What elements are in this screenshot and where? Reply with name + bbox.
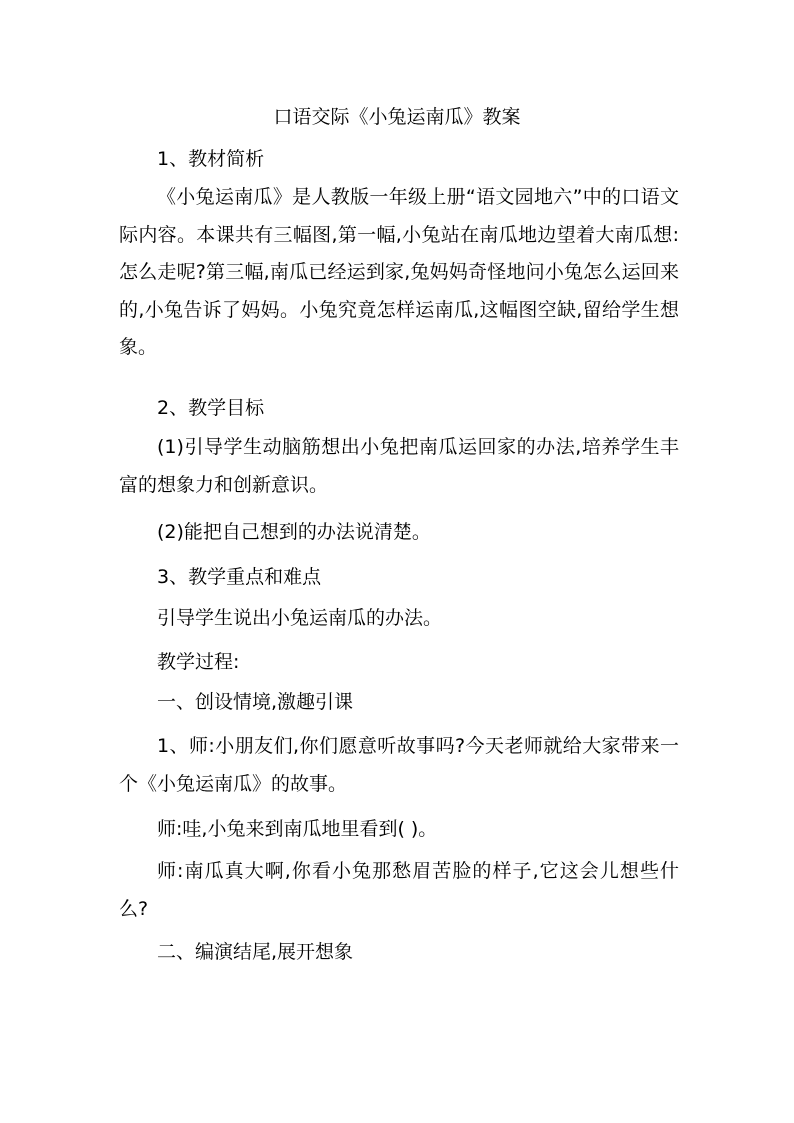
document-title: 口语交际《小兔运南瓜》教案 xyxy=(273,106,521,128)
section-heading-part-two: 二、编演结尾,展开想象 xyxy=(157,941,354,963)
section-heading-teaching-process: 教学过程: xyxy=(157,651,240,673)
paragraph-teacher-question: 师:南瓜真大啊,你看小兔那愁眉苦脸的样子,它这会儿想些什么? xyxy=(119,860,679,920)
section-heading-part-one: 一、创设情境,激趣引课 xyxy=(157,691,354,713)
paragraph-teacher-intro: 1、师:小朋友们,你们愿意听故事吗?今天老师就给大家带来一个《小兔运南瓜》的故事。 xyxy=(119,735,679,795)
paragraph-goal-2: (2)能把自己想到的办法说清楚。 xyxy=(157,521,431,543)
paragraph-key-points: 引导学生说出小兔运南瓜的办法。 xyxy=(157,607,443,629)
section-heading-teaching-goals: 2、教学目标 xyxy=(157,397,265,419)
section-heading-key-points: 3、教学重点和难点 xyxy=(157,566,322,588)
section-heading-textbook-analysis: 1、教材简析 xyxy=(157,148,265,170)
paragraph-goal-1: (1)引导学生动脑筋想出小兔把南瓜运回家的办法,培养学生丰富的想象力和创新意识。 xyxy=(119,436,679,496)
paragraph-teacher-wow: 师:哇,小兔来到南瓜地里看到( )。 xyxy=(157,818,438,840)
paragraph-textbook-analysis: 《小兔运南瓜》是人教版一年级上册“语文园地六”中的口语文际内容。本课共有三幅图,第一幅,小兔站在南瓜地边望着大南瓜想:怎么走呢?第三幅,南瓜已经运到家,兔妈妈奇怪地问小兔怎么运回来的,小兔告诉了妈妈。小兔究竟怎样运南瓜,这幅图空缺,留给学生想象。 xyxy=(119,186,679,358)
